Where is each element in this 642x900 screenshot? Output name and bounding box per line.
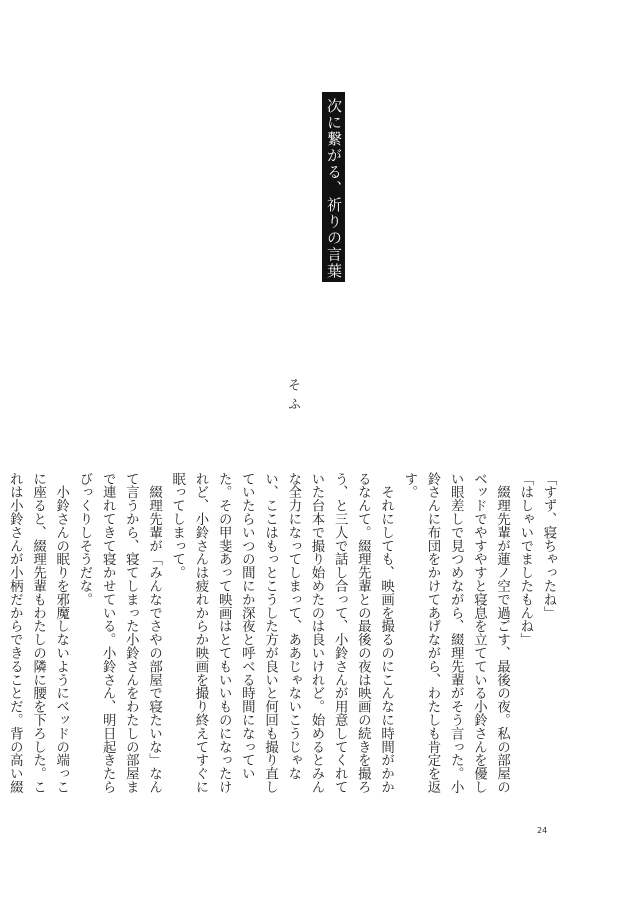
author-name: そふ <box>285 378 300 416</box>
page-number: 24 <box>537 826 548 835</box>
paragraph: 綴理先輩が蓮ノ空で過ごす、最後の夜。私の部屋のベッドでやすやすと寝息を立てている小鈴さんを優しい眼差しで見つめながら、綴理先輩がそう言った。小鈴さんに布団をかけてあげながら、わたしも肯定を返す。 <box>401 472 510 794</box>
body-text <box>0 472 560 794</box>
paragraph: 綴理先輩が「みんなでさやの部屋で寝たいな」なんて言うから、寝てしまった小鈴さんをわたしの部屋まで連れてきて寝かせている。小鈴さん、明日起きたらびっくりしそうだな。 <box>76 472 162 794</box>
paragraph: 小鈴さんの眠りを邪魔しないようにベッドの端っこに座ると、綴理先輩もわたしの隣に腰を下ろした。これは小鈴さんが小柄だからできることだ。背の高い綴 <box>7 472 69 794</box>
paragraph: それにしても、映画を撮るのにこんなに時間がかかるなんて。綴理先輩との最後の夜は映画の続きを撮ろう、と三人で話し合って、小鈴さんが用意してくれていた台本で撮り始めたのは良いけれど。始めるとみんな全力になってしまって、ああじゃないこうじゃない、ここはもっとこうした方が良いと何回も撮り直していたらいつの間にか深夜と呼べる時間になっていた。その甲斐あって映画はとてもいいものになったけれど、小鈴さんは疲れからか映画を撮り終えてすぐに眠ってしまって。 <box>169 472 394 794</box>
paragraph: 「はしゃいでましたもんね」 <box>517 472 533 647</box>
chapter-title: 次に繋がる、祈りの言葉 <box>322 92 345 282</box>
paragraph: 「すず、寝ちゃったね」 <box>541 472 556 620</box>
